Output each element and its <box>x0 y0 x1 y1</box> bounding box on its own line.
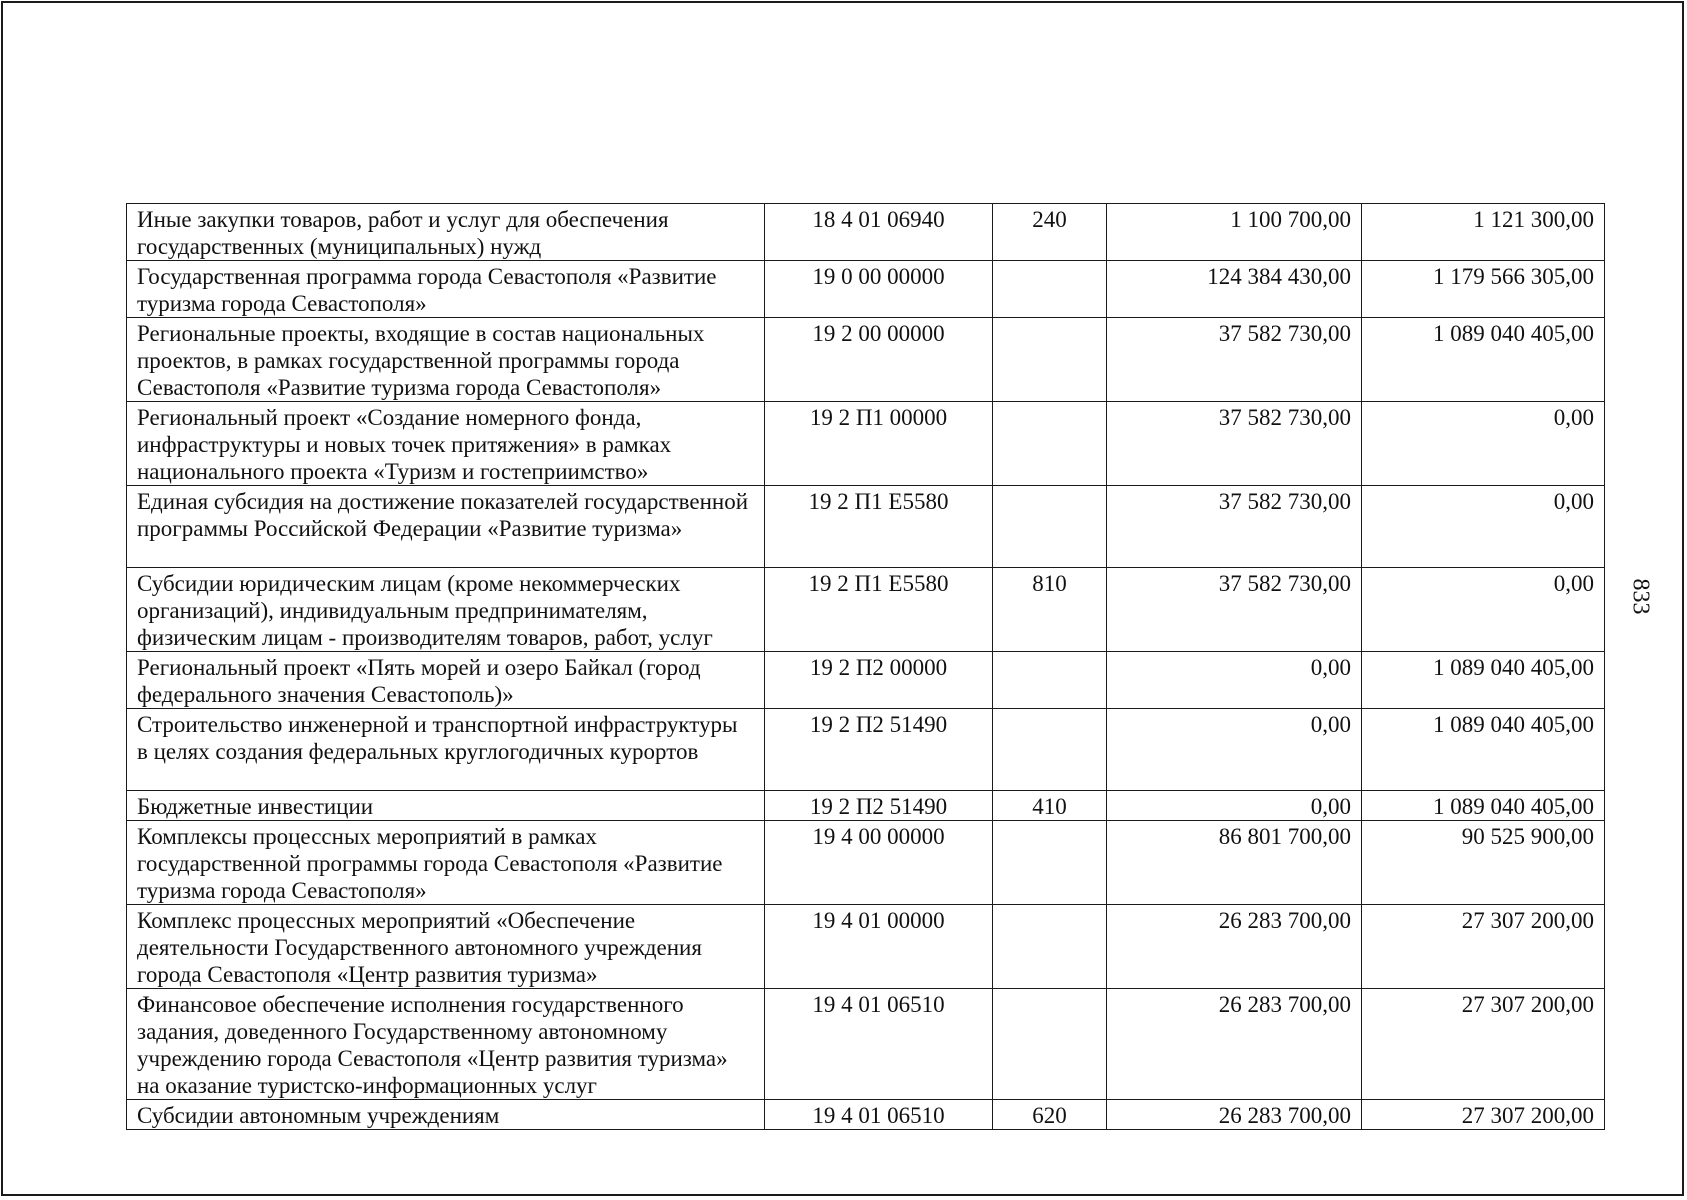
row-amount-1: 37 582 730,00 <box>1107 318 1362 402</box>
row-code: 19 4 01 06510 <box>765 989 993 1100</box>
row-name: Строительство инженерной и транспортной инфраструктуры в целях создания федеральных круглогодичных курортов <box>127 709 765 791</box>
row-name: Иные закупки товаров, работ и услуг для обеспечения государственных (муниципальных) нужд <box>127 204 765 261</box>
table-row <box>127 791 1605 821</box>
row-amount-2: 1 121 300,00 <box>1362 204 1605 261</box>
page-number: 833 <box>1627 578 1654 615</box>
row-amount-2: 27 307 200,00 <box>1362 905 1605 989</box>
budget-table-body <box>127 204 1605 1130</box>
row-amount-1: 0,00 <box>1107 791 1362 821</box>
table-row <box>127 989 1605 1100</box>
row-expense-type <box>993 402 1107 486</box>
row-expense-type: 410 <box>993 791 1107 821</box>
budget-table <box>126 203 1605 1130</box>
row-expense-type: 240 <box>993 204 1107 261</box>
row-code: 19 0 00 00000 <box>765 261 993 318</box>
row-expense-type <box>993 652 1107 709</box>
row-amount-2: 0,00 <box>1362 402 1605 486</box>
row-expense-type: 810 <box>993 568 1107 652</box>
row-amount-2: 1 089 040 405,00 <box>1362 709 1605 791</box>
row-amount-1: 124 384 430,00 <box>1107 261 1362 318</box>
row-code: 19 2 П1 Е5580 <box>765 486 993 568</box>
row-code: 18 4 01 06940 <box>765 204 993 261</box>
row-amount-1: 26 283 700,00 <box>1107 989 1362 1100</box>
row-expense-type <box>993 989 1107 1100</box>
row-code: 19 2 П2 00000 <box>765 652 993 709</box>
row-amount-1: 26 283 700,00 <box>1107 1100 1362 1130</box>
table-row <box>127 568 1605 652</box>
row-code: 19 2 00 00000 <box>765 318 993 402</box>
row-code: 19 2 П1 00000 <box>765 402 993 486</box>
row-name: Финансовое обеспечение исполнения государственного задания, доведенного Государственному автономному учреждению города Севастополя «Центр развития туризма» на оказание туристско-информационных услуг <box>127 989 765 1100</box>
table-row <box>127 1100 1605 1130</box>
row-expense-type <box>993 821 1107 905</box>
table-row <box>127 261 1605 318</box>
row-code: 19 2 П2 51490 <box>765 791 993 821</box>
row-amount-2: 27 307 200,00 <box>1362 989 1605 1100</box>
row-amount-2: 27 307 200,00 <box>1362 1100 1605 1130</box>
table-row <box>127 821 1605 905</box>
row-amount-1: 37 582 730,00 <box>1107 402 1362 486</box>
row-expense-type: 620 <box>993 1100 1107 1130</box>
row-name: Региональный проект «Создание номерного фонда, инфраструктуры и новых точек притяжения» в рамках национального проекта «Туризм и гостеприимство» <box>127 402 765 486</box>
row-code: 19 4 00 00000 <box>765 821 993 905</box>
row-name: Субсидии юридическим лицам (кроме некоммерческих организаций), индивидуальным предпринимателям, физическим лицам - производителям товаров, работ, услуг <box>127 568 765 652</box>
row-name: Комплекс процессных мероприятий «Обеспечение деятельности Государственного автономного учреждения города Севастополя «Центр развития туризма» <box>127 905 765 989</box>
row-expense-type <box>993 318 1107 402</box>
table-row <box>127 402 1605 486</box>
row-name: Комплексы процессных мероприятий в рамках государственной программы города Севастополя «Развитие туризма города Севастополя» <box>127 821 765 905</box>
table-row <box>127 652 1605 709</box>
row-code: 19 2 П1 Е5580 <box>765 568 993 652</box>
row-name: Единая субсидия на достижение показателей государственной программы Российской Федерации «Развитие туризма» <box>127 486 765 568</box>
row-name: Региональный проект «Пять морей и озеро Байкал (город федерального значения Севастополь)» <box>127 652 765 709</box>
row-code: 19 2 П2 51490 <box>765 709 993 791</box>
row-amount-2: 1 089 040 405,00 <box>1362 652 1605 709</box>
row-amount-1: 0,00 <box>1107 709 1362 791</box>
row-amount-2: 90 525 900,00 <box>1362 821 1605 905</box>
table-row <box>127 486 1605 568</box>
table-row <box>127 709 1605 791</box>
row-expense-type <box>993 709 1107 791</box>
row-amount-2: 1 179 566 305,00 <box>1362 261 1605 318</box>
table-row <box>127 318 1605 402</box>
row-name: Региональные проекты, входящие в состав национальных проектов, в рамках государственной программы города Севастополя «Развитие туризма города Севастополя» <box>127 318 765 402</box>
row-amount-1: 0,00 <box>1107 652 1362 709</box>
row-amount-1: 86 801 700,00 <box>1107 821 1362 905</box>
table-row <box>127 204 1605 261</box>
row-amount-1: 26 283 700,00 <box>1107 905 1362 989</box>
row-name: Субсидии автономным учреждениям <box>127 1100 765 1130</box>
row-amount-1: 37 582 730,00 <box>1107 486 1362 568</box>
row-expense-type <box>993 261 1107 318</box>
row-name: Государственная программа города Севастополя «Развитие туризма города Севастополя» <box>127 261 765 318</box>
row-expense-type <box>993 486 1107 568</box>
row-amount-2: 1 089 040 405,00 <box>1362 318 1605 402</box>
row-amount-2: 0,00 <box>1362 486 1605 568</box>
row-code: 19 4 01 00000 <box>765 905 993 989</box>
table-row <box>127 905 1605 989</box>
row-name: Бюджетные инвестиции <box>127 791 765 821</box>
row-expense-type <box>993 905 1107 989</box>
row-amount-1: 37 582 730,00 <box>1107 568 1362 652</box>
row-amount-2: 1 089 040 405,00 <box>1362 791 1605 821</box>
row-amount-1: 1 100 700,00 <box>1107 204 1362 261</box>
row-code: 19 4 01 06510 <box>765 1100 993 1130</box>
row-amount-2: 0,00 <box>1362 568 1605 652</box>
